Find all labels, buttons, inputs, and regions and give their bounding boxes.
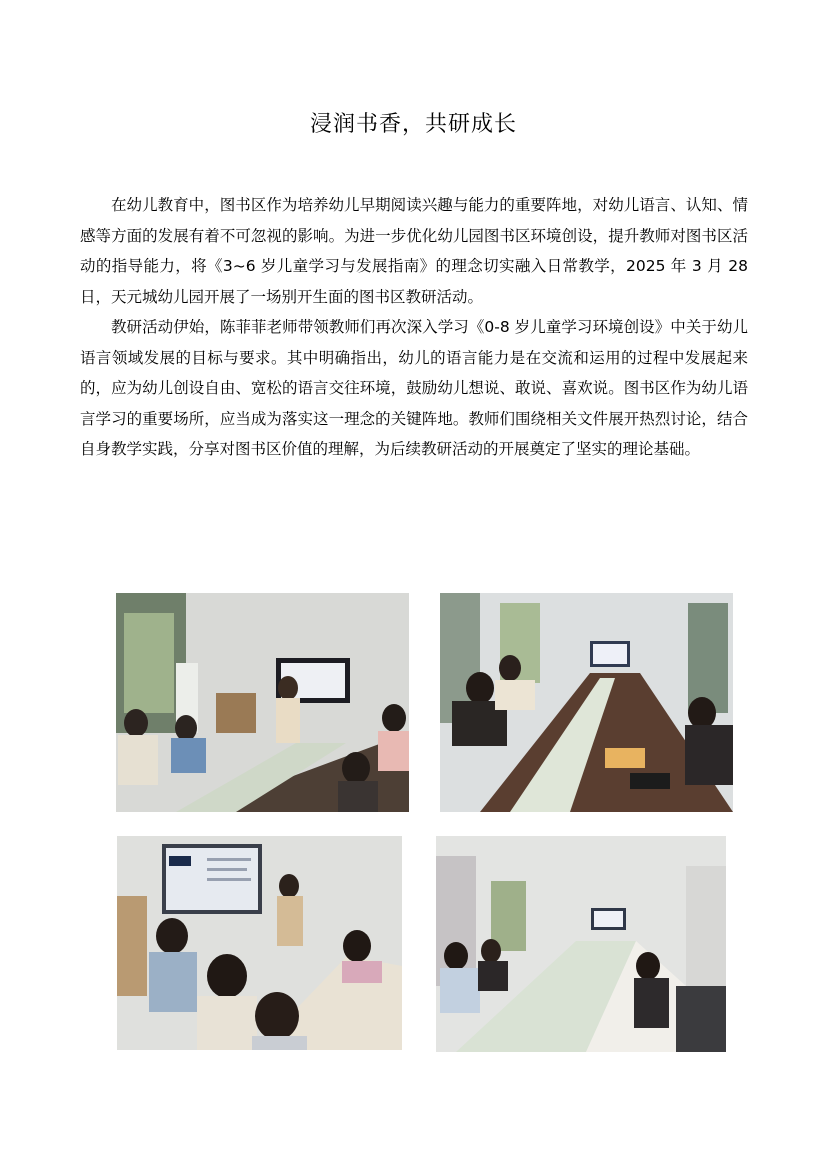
- meeting-photo-3: [117, 836, 402, 1050]
- paragraph-intro: 在幼儿教育中，图书区作为培养幼儿早期阅读兴趣与能力的重要阵地，对幼儿语言、认知、情感等方面的发展有着不可忽视的影响。为进一步优化幼儿园图书区环境创设，提升教师对图书区活动的指导能力，将《3~6 岁儿童学习与发展指南》的理念切实融入日常教学，2025 年 3 月 28 日，天元城幼儿园开展了一场别开生面的图书区教研活动。: [80, 196, 748, 306]
- meeting-photo-2: [440, 593, 733, 812]
- article-body: [80, 190, 748, 465]
- paragraph-activity: 教研活动伊始，陈菲菲老师带领教师们再次深入学习《0-8 岁儿童学习环境创设》中关于幼儿语言领域发展的目标与要求。其中明确指出，幼儿的语言能力是在交流和运用的过程中发展起来的，应为幼儿创设自由、宽松的语言交往环境，鼓励幼儿想说、敢说、喜欢说。图书区作为幼儿语言学习的重要场所，应当成为落实这一理念的关键阵地。教师们围绕相关文件展开热烈讨论，结合自身教学实践，分享对图书区价值的理解，为后续教研活动的开展奠定了坚实的理论基础。: [80, 318, 748, 458]
- meeting-photo-4: [436, 836, 726, 1052]
- page-title: 浸润书香，共研成长: [309, 112, 517, 137]
- meeting-photo-1: [116, 593, 409, 812]
